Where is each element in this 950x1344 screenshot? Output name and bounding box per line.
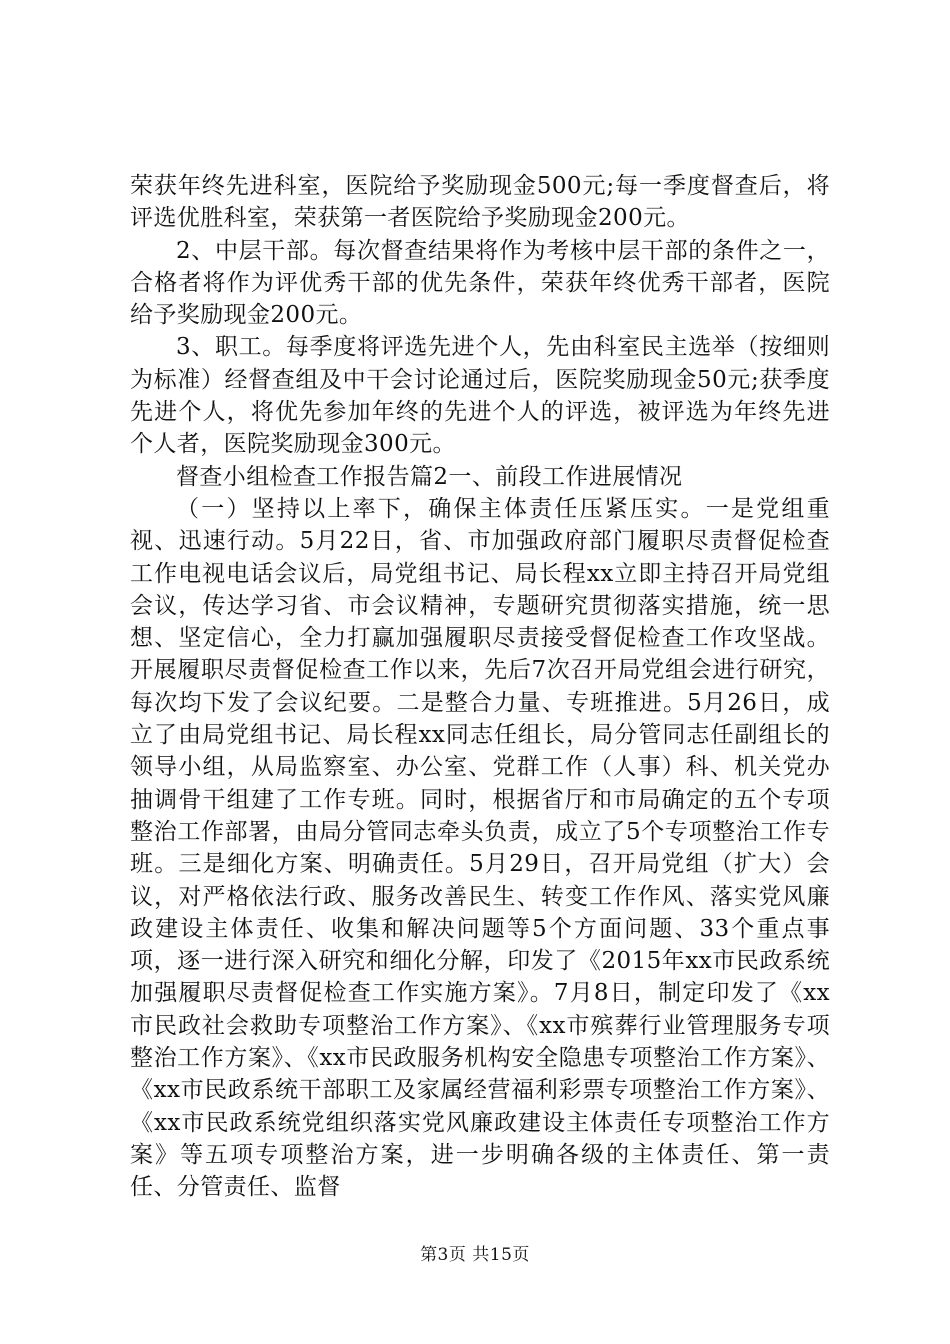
page-number-footer: 第3页 共15页 bbox=[420, 1245, 530, 1265]
section-heading: 督查小组检查工作报告篇2一、前段工作进展情况 bbox=[176, 463, 683, 490]
paragraph-main-body: （一）坚持以上率下，确保主体责任压紧压实。一是党组重视、迅速行动。5月22日，省、市加强政府部门履职尽责督促检查工作电视电话会议后，局党组书记、局长程xx立即主持召开局党组会议，传达学习省、市会议精神，专题研究贯彻落实措施，统一思想、坚定信心，全力打赢加强履职尽责接受督促检查工作攻坚战。开展履职尽责督促检查工作以来，先后7次召开局党组会进行研究，每次均下发了会议纪要。二是整合力量、专班推进。5月26日，成立了由局党组书记、局长程xx同志任组长，局分管同志任副组长的领导小组，从局监察室、办公室、党群工作（人事）科、机关党办抽调骨干组建了工作专班。同时，根据省厅和市局确定的五个专项整治工作部署，由局分管同志牵头负责，成立了5个专项整治工作专班。三是细化方案、明确责任。5月29日，召开局党组（扩大）会议，对严格依法行政、服务改善民生、转变工作作风、落实党风廉政建设主体责任、收集和解决问题等5个方面问题、33个重点事项，逐一进行深入研究和细化分解，印发了《2015年xx市民政系统加强履职尽责督促检查工作实施方案》。7月8日，制定印发了《xx市民政社会救助专项整治工作方案》、《xx市殡葬行业管理服务专项整治工作方案》、《xx市民政服务机构安全隐患专项整治工作方案》、《xx市民政系统干部职工及家属经营福利彩票专项整治工作方案》、《xx市民政系统党组织落实党风廉政建设主体责任专项整治工作方案》等五项专项整治方案，进一步明确各级的主体责任、第一责任、分管责任、监督 bbox=[130, 495, 830, 1201]
paragraph-continuation: 荣获年终先进科室，医院给予奖励现金500元;每一季度督查后，将评选优胜科室，荣获第一者医院给予奖励现金200元。 bbox=[130, 173, 830, 232]
paragraph-staff: 3、职工。每季度将评选先进个人，先由科室民主选举（按细则为标准）经督查组及中干会讨论通过后，医院奖励现金50元;获季度先进个人，将优先参加年终的先进个人的评选，被评选为年终先进个人者，医院奖励现金300元。 bbox=[130, 334, 830, 458]
document-body bbox=[130, 170, 830, 1204]
paragraph-middle-cadres: 2、中层干部。每次督查结果将作为考核中层干部的条件之一，合格者将作为评优秀干部的优先条件，荣获年终优秀干部者，医院给予奖励现金200元。 bbox=[130, 237, 830, 329]
